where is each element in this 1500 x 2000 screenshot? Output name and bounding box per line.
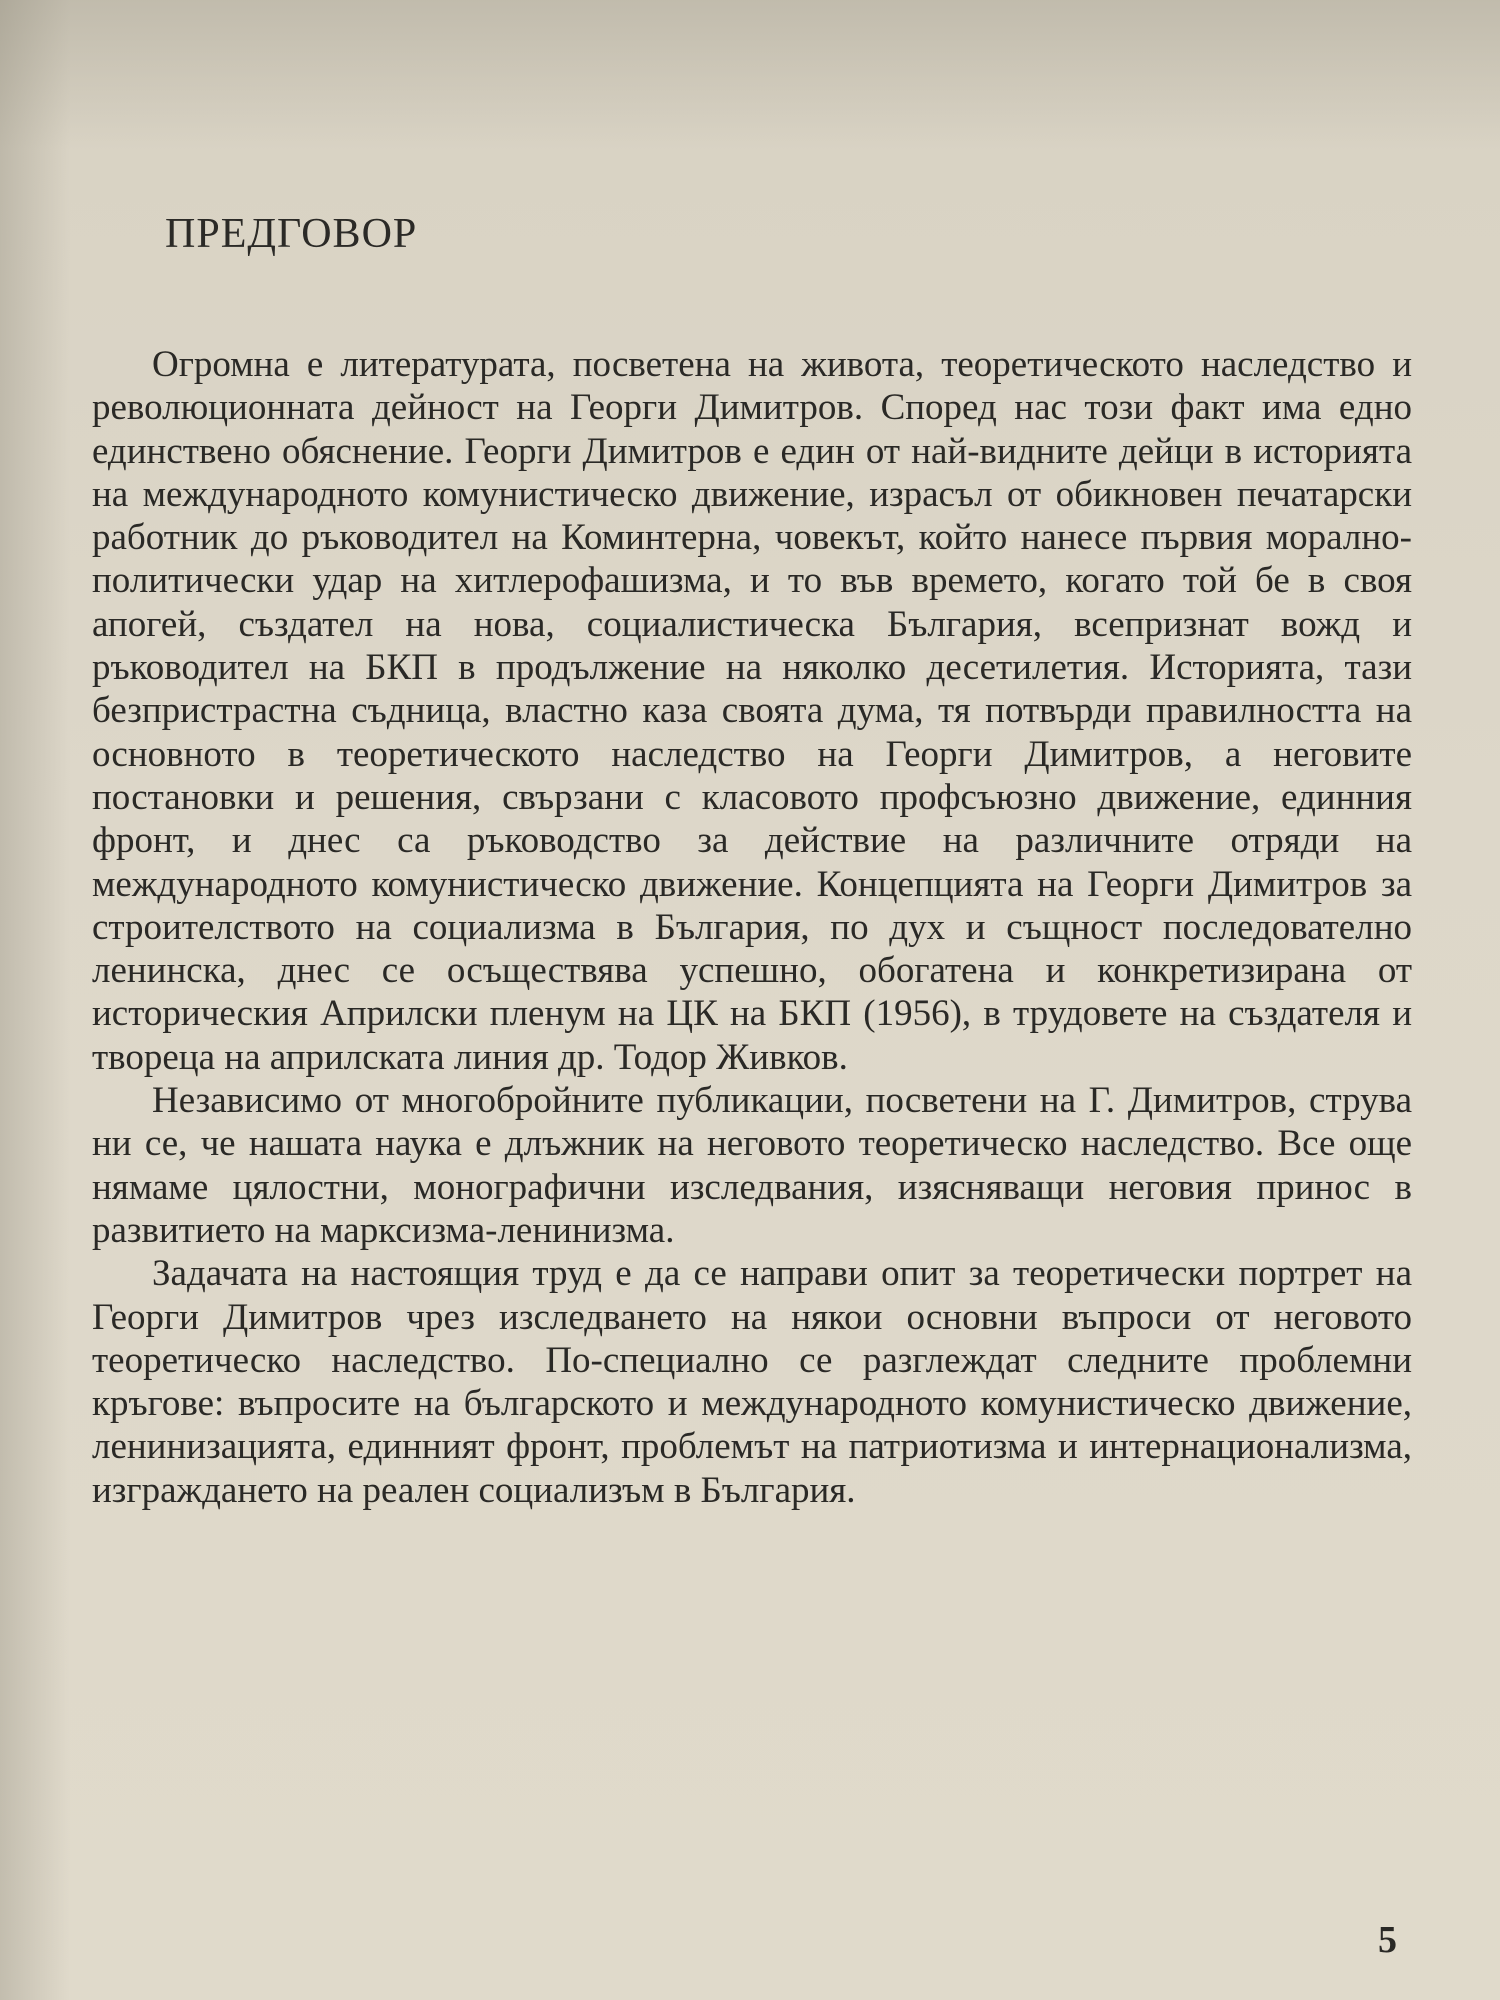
page-number: 5: [1378, 1919, 1397, 1961]
paragraph-3: Задачата на настоящия труд е да се направи опит за теоретически портрет на Георги Димитров чрез изследването на някои основни въпроси от неговото теоретическо наследство. По-специално се разглеждат следните проблемни кръгове: въпросите на българското и международното комунистическо движение, ленинизацията, единният фронт, проблемът на патриотизма и интернационализма, изграждането на реален социализъм в България.: [92, 1253, 1412, 1511]
page-shadow-left: [0, 0, 70, 2000]
body-text: [92, 343, 1412, 1512]
page-shadow-top: [0, 0, 1500, 150]
page-heading: ПРЕДГОВОР: [165, 211, 418, 257]
paragraph-1: Огромна е литературата, посветена на живота, теоретическото наследство и революционната дейност на Георги Димитров. Според нас този факт има едно единствено обяснение. Георги Димитров е един от най-видните дейци в историята на международното комунистическо движение, израсъл от обикновен печатарски работник до ръководител на Коминтерна, човекът, който нанесе първия морално-политически удар на хитлерофашизма, и то във времето, когато той бе в своя апогей, създател на нова, социалистическа България, всепризнат вожд и ръководител на БКП в продължение на няколко десетилетия. Историята, тази безпристрастна съдница, властно каза своята дума, тя потвърди правилността на основното в теоретическото наследство на Георги Димитров, а неговите постановки и решения, свързани с класовото профсъюзно движение, единния фронт, и днес са ръководство за действие на различните отряди на международното комунистическо движение. Концепцията на Георги Димитров за строителството на социализма в България, по дух и същност последователно ленинска, днес се осъществява успешно, обогатена и конкретизирана от историческия Априлски пленум на ЦК на БКП (1956), в трудовете на създателя и твореца на априлската линия др. Тодор Живков.: [92, 344, 1412, 1078]
paragraph-2: Независимо от многобройните публикации, посветени на Г. Димитров, струва ни се, че нашата наука е длъжник на неговото теоретическо наследство. Все още нямаме цялостни, монографични изследвания, изясняващи неговия принос в развитието на марксизма-ленинизма.: [92, 1080, 1412, 1251]
